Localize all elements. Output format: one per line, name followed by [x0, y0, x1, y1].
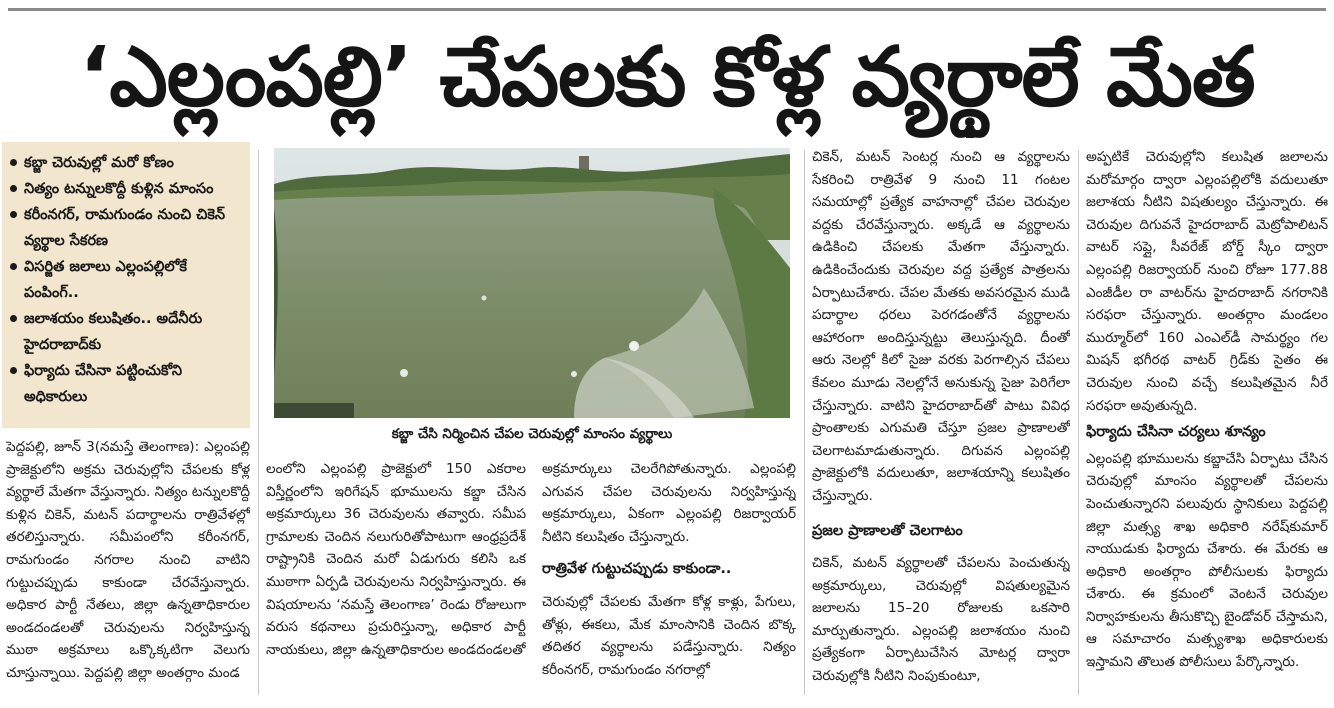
column-3: [542, 458, 796, 698]
column-3-bottom-text: చెరువుల్లో చేపలకు మేతగా కోళ్ల కాళ్లు, పేగులు, తోళ్లు, ఈకలు, మేక మాంసానికి చెందిన బొక్క తదితర వ్యర్థాలను పడేస్తున్నారు. నిత్యం కరీంనగర్, రామగుండం నగరాల్లో: [542, 593, 796, 678]
bullet-icon: [10, 263, 17, 270]
highlight-text: నిత్యం టన్నులకొద్దీ కుళ్లిన మాంసం: [24, 181, 214, 197]
column-4-top-text: చికెన్, మటన్ సెంటర్ల నుంచి ఆ వ్యర్థాలను సేకరించి రాత్రివేళ 9 నుంచి 11 గంటల సమయాల్లో ప్రత్యేక వాహనాల్లో చేపల చెరువుల వద్దకు చేరవేస్తున్నారు. అక్కడే ఆ వ్యర్థాలను ఉడికించి చేపలకు మేతగా వేస్తున్నారు. ఉడికించేందుకు చెరువుల వద్ద ప్రత్యేక పాత్రలను ఏర్పాటుచేశారు. చేపల మేతకు అవసరమైన ముడి పదార్థాల ధరలు పెరగడంతోనే వ్యర్థాలను ఆహారంగా అందిస్తున్నట్టు తెలుస్తున్నది. దీంతో ఆరు నెలల్లో కిలో సైజు వరకు పెరగాల్సిన చేపలు కేవలం మూడు నెలల్లోనే అనుకున్న సైజు పెరిగేలా చేస్తున్నారు. వాటిని హైదరాబాద్‌తో పాటు వివిధ ప్రాంతాలకు ఎగుమతి చేస్తూ ప్రజల ప్రాణాలతో చెలగాటమాడుతున్నారు. దిగువన ఎల్లంపల్లి ప్రాజెక్టులోకి వదులుతూ, జలాశయాన్ని కలుషితం చేస్తున్నారు.: [812, 149, 1070, 504]
highlight-text: కబ్జా చెరువుల్లో మరో కోణం: [24, 155, 174, 171]
pond-photo-illustration: [274, 148, 790, 418]
highlight-item: [10, 202, 244, 254]
column-divider: [1078, 150, 1079, 695]
highlight-text: కరీంనగర్, రామగుండం నుంచి చికెన్ వ్యర్థాల సేకరణ: [24, 207, 226, 249]
highlights-list: [2, 142, 250, 410]
highlight-item: [10, 254, 244, 306]
subhead-complaint: ఫిర్యాదు చేసినా చర్యలు శూన్యం: [1086, 424, 1266, 441]
pond-photo: [274, 148, 790, 418]
column-1: [6, 436, 250, 696]
bullet-icon: [10, 185, 17, 192]
column-divider: [258, 150, 259, 695]
column-divider: [804, 150, 805, 695]
column-1-text: పెద్దపల్లి, జూన్ 3(నమస్తే తెలంగాణ): ఎల్లంపల్లి ప్రాజెక్టులోని అక్రమ చెరువుల్లోని చేపలకు కోళ్ల వ్యర్థాలే మేతగా వేస్తున్నారు. నిత్యం టన్నులకొద్దీ కుళ్లిన చికెన్, మటన్ పదార్థాలను రాత్రివేళల్లో తరలిస్తున్నారు. సమీపంలోని కరీంనగర్, రామగుండం నగరాల నుంచి వాటిని గుట్టుచప్పుడు కాకుండా చేరవేస్తున్నారు. అధికార పార్టీ నేతలు, జిల్లా ఉన్నతాధికారుల అండదండలతో చెరువులను నిర్వహిస్తున్న ముఠా అక్రమాలు ఒక్కొక్కటిగా వెలుగు చూస్తున్నాయి. పెద్దపల్లి జిల్లా అంతర్గాం మండ: [6, 439, 250, 681]
column-2-text: లంలోని ఎల్లంపల్లి ప్రాజెక్టులో 150 ఎకరాల విస్తీర్ణంలోని ఇరిగేషన్ భూములను కబ్జా చేసిన అక్రమార్కులు 36 చెరువులను తవ్వారు. సమీప గ్రామాలకు చెందిన నలుగురితోపాటుగా ఆంధ్రప్రదేశ్ రాష్ట్రానికి చెందిన మరో ఏడుగురు కలిసి ఒక ముఠాగా ఏర్పడి చెరువులను నిర్వహిస్తున్నారు. ఈ విషయాలను ‘నమస్తే తెలంగాణ’ రెండు రోజులుగా వరుస కథనాలు ప్రచురిస్తున్నా, అధికార పార్టీ నాయకులు, జిల్లా ఉన్నతాధికారుల అండదండలతో: [266, 461, 526, 658]
headline: ‘ఎల్లంపల్లి’ చేపలకు కోళ్ల వ్యర్థాలే మేత: [79, 30, 1255, 125]
highlight-item: [10, 306, 244, 358]
column-5-bottom-text: ఎల్లంపల్లి భూములను కబ్జాచేసి ఏర్పాటు చేసిన చెరువుల్లో మాంసం వ్యర్థాలతో చేపలను పెంచుతున్నారని పలువురు స్థానికులు పెద్దపల్లి జిల్లా మత్స్య శాఖ అధికారి నరేష్‌కుమార్ నాయుడుకు ఫిర్యాదు చేశారు. ఈ మేరకు ఆ అధికారి అంతర్గాం పోలీసులకు ఫిర్యాదు చేశారు. ఈ క్రమంలో వెంటనే చెరువుల నిర్వాహకులను తీసుకొచ్చి బైండోవర్ చేస్తామని, ఆ సమాచారం మత్స్యశాఖ అధికారులకు ఇస్తామని తొలుత పోలీసులు పేర్కొన్నారు.: [1086, 450, 1328, 671]
highlight-text: జలాశయం కలుషితం.. అదేనీరు హైదరాబాద్‌కు: [24, 311, 203, 353]
bullet-icon: [10, 159, 17, 166]
highlight-text: విసర్జిత జలాలు ఎల్లంపల్లిలోకే పంపింగ్..: [24, 259, 187, 301]
highlight-item: [10, 150, 244, 176]
subhead-night: రాత్రివేళ గుట్టుచప్పుడు కాకుండా..: [542, 561, 732, 578]
top-rule: [8, 8, 1326, 11]
column-5-top-text: అప్పటికే చెరువుల్లోని కలుషిత జలాలను మరోమార్గం ద్వారా ఎల్లంపల్లిలోకి వదులుతూ జలాశయ నీటిని విషతుల్యం చేస్తున్నారు. ఈ చెరువుల దిగువనే హైదరాబాద్ మెట్రోపాలిటన్ వాటర్ సప్లై, సీవరేజ్ బోర్డ్ స్కీం ద్వారా ఎల్లంపల్లి రిజర్వాయర్ నుంచి రోజూ 177.88 ఎంజీడీల రా వాటర్‌ను హైదరాబాద్ నగరానికి సరఫరా చేస్తున్నారు. అంతర్గాం మండలం ముర్మూర్‌లో 160 ఎంఎల్‌డీ సామర్థ్యం గల మిషన్ భగీరథ వాటర్ గ్రిడ్‌కు సైతం ఈ చెరువుల నుంచి వచ్చే కలుషితమైన నీరే సరఫరా అవుతున్నది.: [1086, 149, 1328, 414]
bullet-icon: [10, 367, 17, 374]
column-4: [812, 146, 1070, 698]
bullet-icon: [10, 315, 17, 322]
column-2: [266, 458, 526, 698]
column-3-text: అక్రమార్కులు చెలరేగిపోతున్నారు. ఎల్లంపల్లి ఎగువన చేపల చెరువులను నిర్వహిస్తున్న అక్రమార్కులు, ఏకంగా ఎల్లంపల్లి రిజర్వాయర్ నీటిని కలుషితం చేస్తున్నారు.: [542, 461, 796, 545]
column-4-bottom-text: చికెన్, మటన్ వ్యర్థాలతో చేపలను పెంచుతున్న అక్రమార్కులు, చెరువుల్లో విషతుల్యమైన జలాలను 15–20 రోజులకు ఒకసారి మార్పుతున్నారు. ఎల్లంపల్లి జలాశయం నుంచి ప్రత్యేకంగా ఏర్పాటుచేసిన మోటర్ల ద్వారా చెరువుల్లోకి నీటిని నింపుకుంటూ,: [812, 555, 1070, 685]
highlight-item: [10, 176, 244, 202]
bullet-icon: [10, 211, 17, 218]
subhead-lives: ప్రజల ప్రాణాలతో చెలగాటం: [812, 522, 963, 539]
column-5: [1086, 146, 1328, 698]
highlight-text: ఫిర్యాదు చేసినా పట్టించుకోని అధికారులు: [24, 363, 183, 405]
photo-caption: కబ్జా చేసి నిర్మించిన చేపల చెరువుల్లో మాంసం వ్యర్థాలు: [391, 426, 673, 442]
highlights-box: [2, 142, 250, 428]
highlight-item: [10, 358, 244, 410]
